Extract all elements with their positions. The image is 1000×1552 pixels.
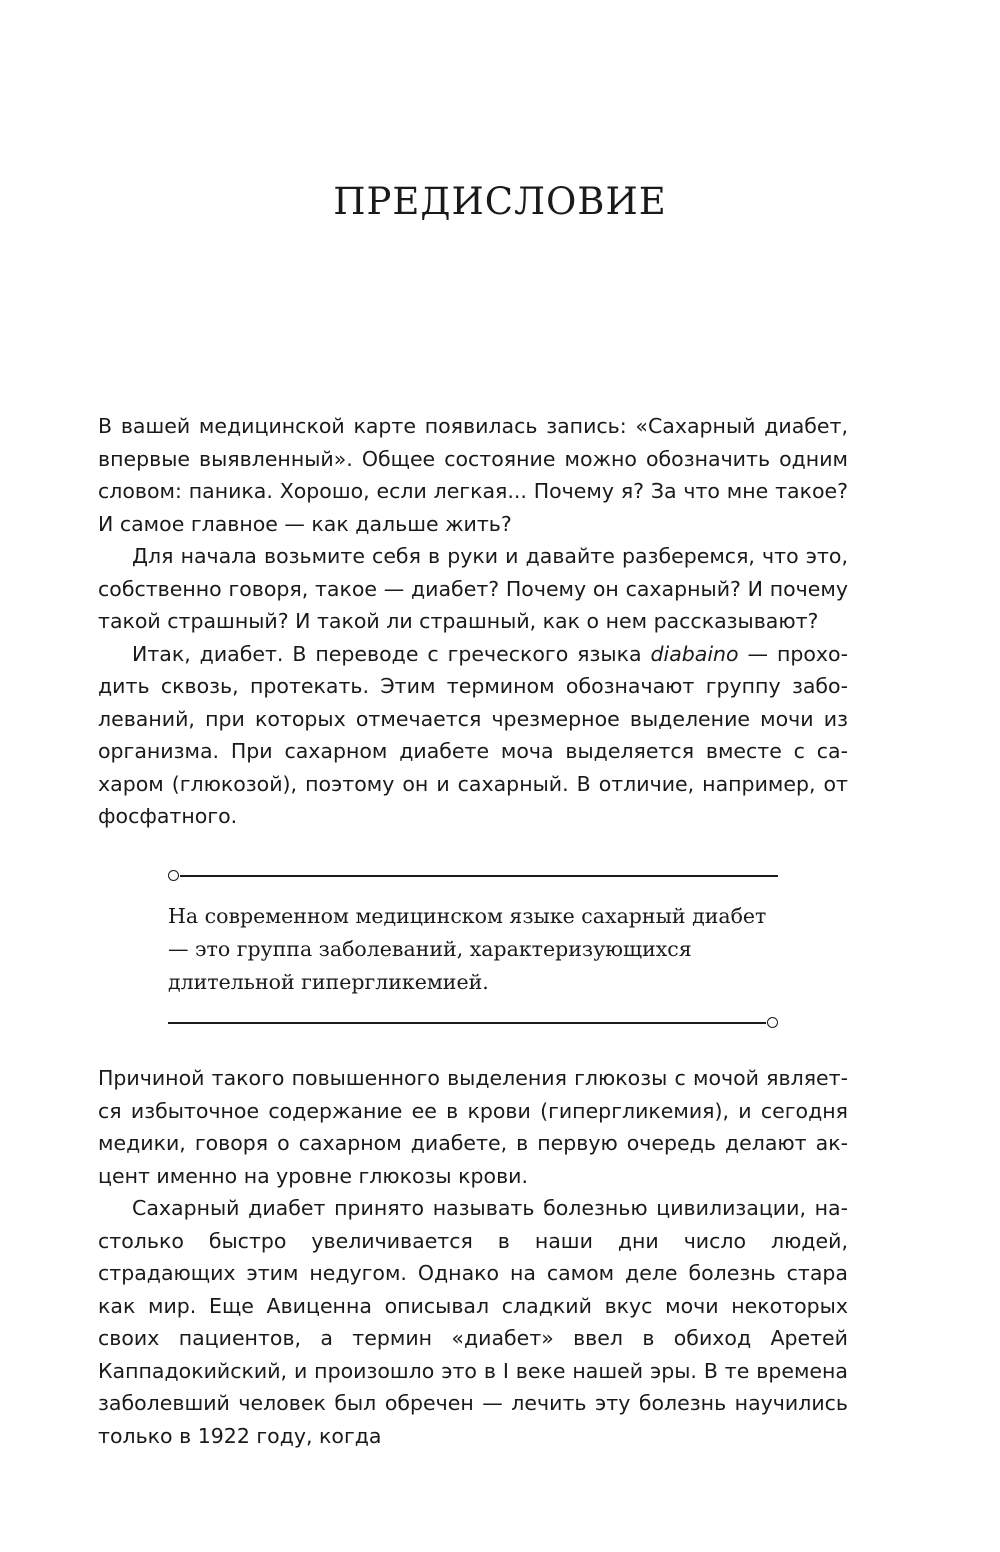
paragraph-diabaino xyxy=(98,638,848,833)
paragraph: Для начала возьмите себя в руки и давайте разберемся, что это, собственно говоря, такое — диабет? Почему он сахарный? И почему такой страшный? И такой ли страшный, как о нем рассказывают? xyxy=(98,544,848,633)
paragraph-text: — проходить сквозь, протекать. Этим термином обозначают группу заболеваний, при которых отмечается чрезмерное выделение мочи из организма. При сахарном диабете моча выделяется вместе с сахаром (глюкозой), поэтому он и сахарный. В отличие, например, от фосфатного. xyxy=(98,641,849,828)
paragraph-text: Итак, диабет. В переводе с греческого языка xyxy=(132,641,651,666)
greek-term: diabaino xyxy=(650,641,739,666)
callout-top-rule xyxy=(168,869,778,883)
divider-line xyxy=(168,1022,766,1024)
history-section xyxy=(98,1062,848,1452)
page-title: ПРЕДИСЛОВИЕ xyxy=(333,180,667,223)
callout-box xyxy=(168,866,778,1030)
callout-text: На современном медицинском языке сахарный диабет — это группа заболеваний, характеризующихся длительной гипергликемией. xyxy=(168,904,767,994)
divider-line xyxy=(180,875,778,877)
paragraph: Сахарный диабет принято называть болезнью цивилизации, настолько быстро увеличивается в наши дни число людей, страдающих этим недугом. Однако на самом деле болезнь стара как мир. Еще Авиценна описывал сладкий вкус мочи некоторых своих пациентов, а термин «диабет» ввел в обиход Аретей Каппадокийский, и произошло это в I веке нашей эры. В те времена заболевший человек был обречен — лечить эту болезнь научились только в 1922 году, когда xyxy=(98,1196,848,1448)
paragraph: В вашей медицинской карте появилась запись: «Сахарный диабет, впервые выявленный». Общее состояние можно обозначить одним словом: паника. Хорошо, если легкая... Почему я? За что мне такое? И самое главное — как дальше жить? xyxy=(98,414,848,536)
callout-bottom-rule xyxy=(168,1016,778,1030)
circle-ornament-icon xyxy=(767,1017,778,1028)
circle-ornament-icon xyxy=(168,870,179,881)
paragraph: Причиной такого повышенного выделения глюкозы с мочой является избыточное содержание ее в крови (гипергликемия), и сегодня медики, говоря о сахарном диабете, в первую очередь делают акцент именно на уровне глюкозы крови. xyxy=(98,1066,848,1188)
intro-section xyxy=(98,410,848,833)
